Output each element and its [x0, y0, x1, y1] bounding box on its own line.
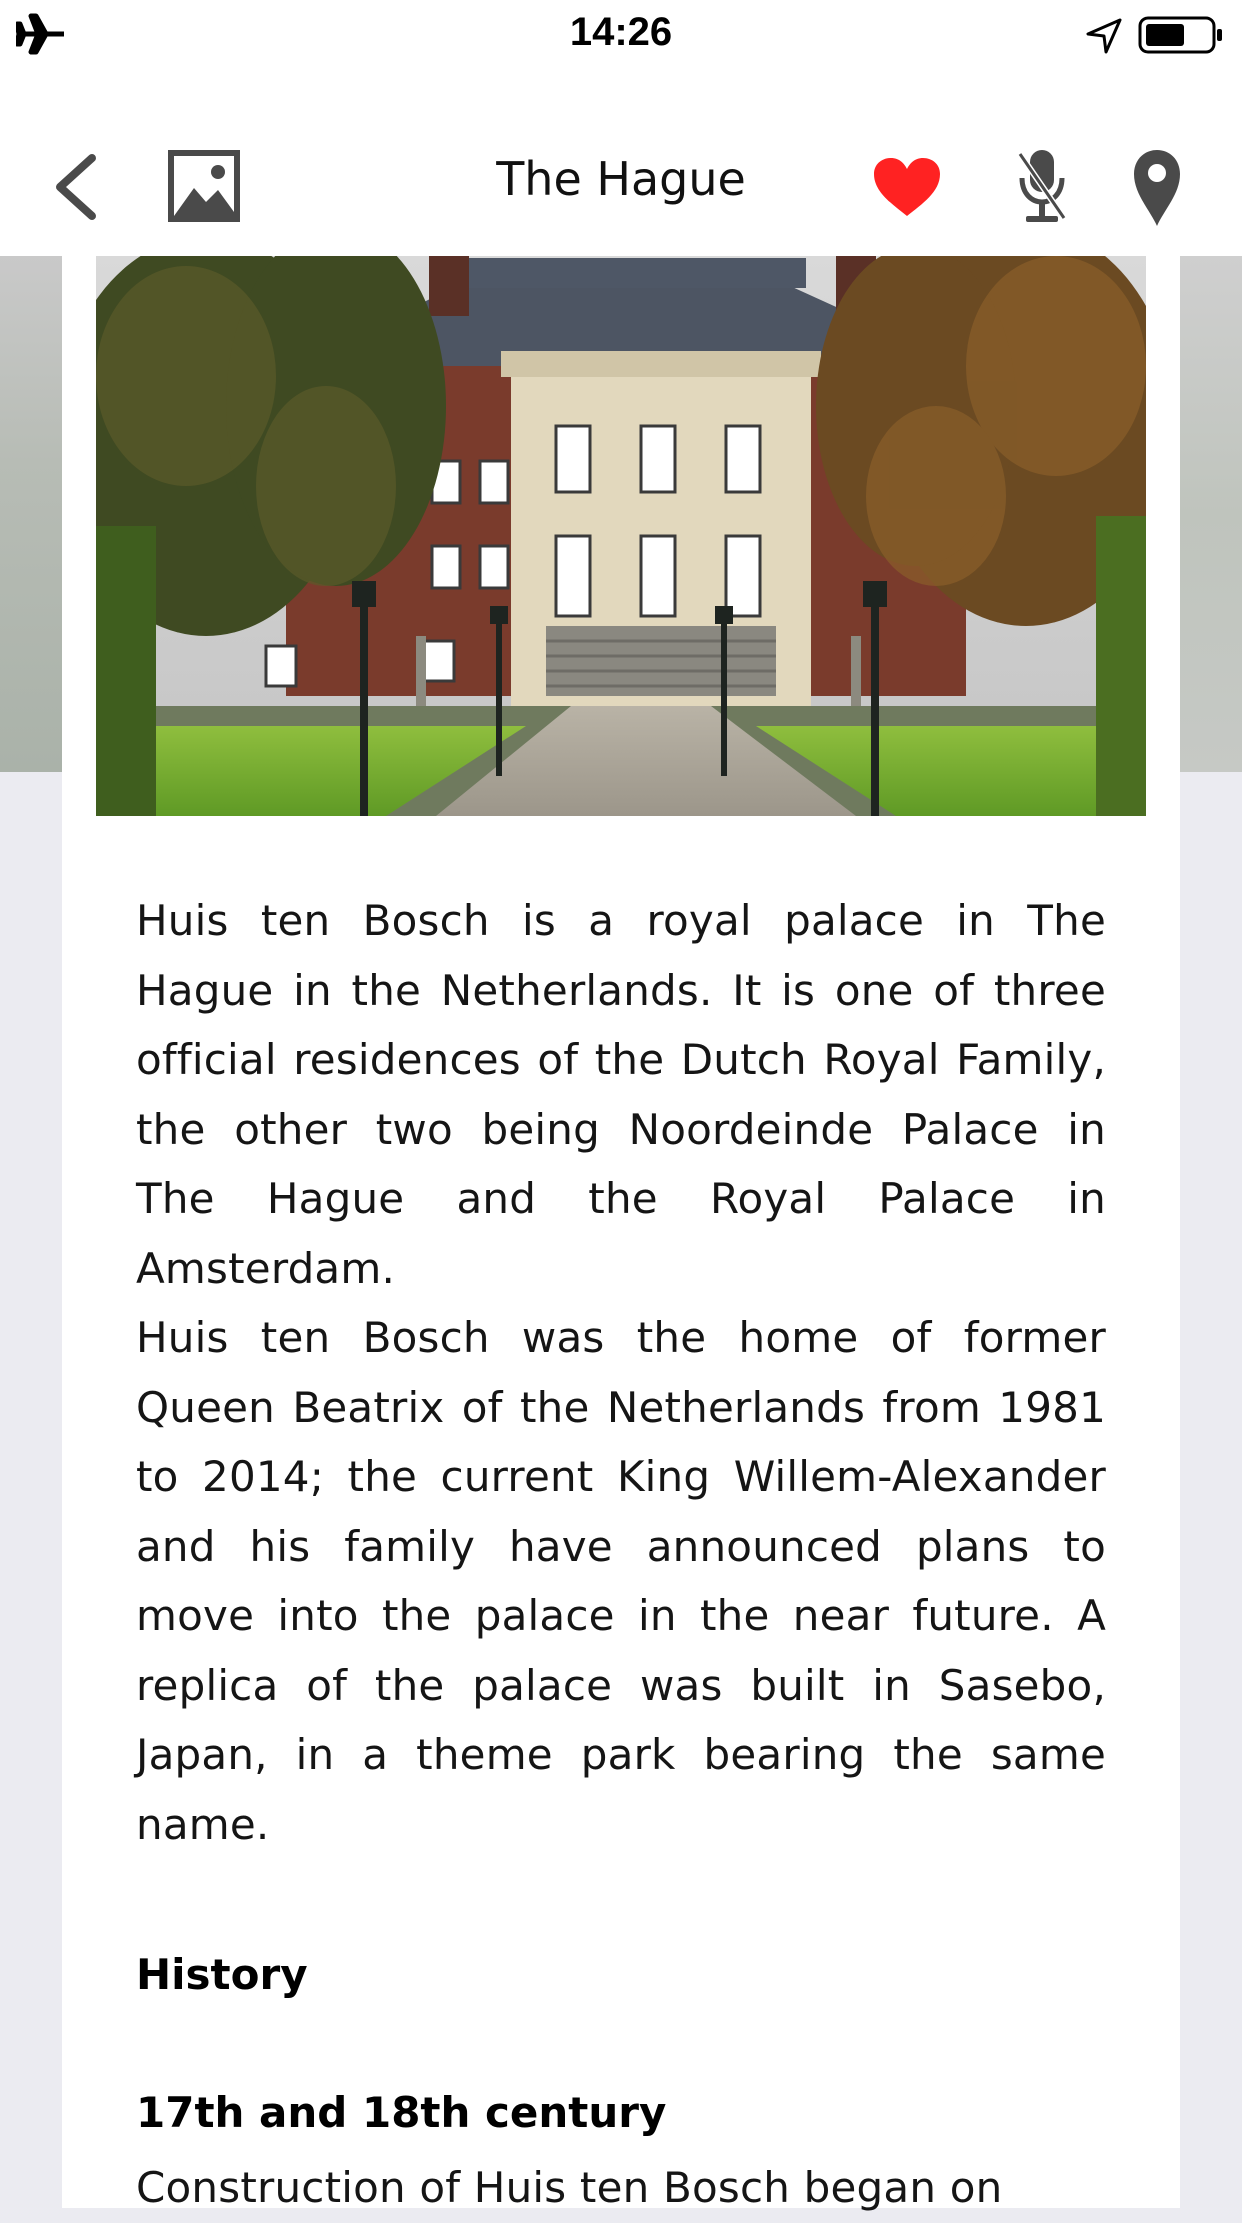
article-paragraph-1: Huis ten Bosch is a royal palace in The Hague in the Netherlands. It is one of three official residences of the Dutch Royal Family, the other two being Noordeinde Palace in The Hague and the Royal Palace in Amsterdam. [136, 896, 1106, 1293]
next-card-image [1180, 256, 1242, 772]
navigation-bar [0, 70, 1242, 257]
status-bar [0, 0, 1242, 70]
article-body [136, 886, 1106, 2223]
subsection-heading-century: 17th and 18th century [136, 2088, 667, 2137]
previous-card-image [0, 256, 62, 772]
article-paragraph-3: Construction of Huis ten Bosch began on [136, 2163, 1003, 2212]
heart-icon[interactable] [872, 156, 942, 218]
status-time: 14:26 [569, 10, 673, 54]
map-pin-icon[interactable] [1132, 148, 1182, 228]
section-heading-history: History [136, 1950, 308, 1999]
hero-photo [96, 256, 1146, 816]
place-card [62, 256, 1180, 2212]
battery-icon [1138, 14, 1224, 56]
microphone-icon[interactable] [1016, 148, 1068, 228]
location-arrow-icon [1084, 16, 1124, 56]
article-paragraph-2: Huis ten Bosch was the home of former Queen Beatrix of the Netherlands from 1981 to 2014; the current King Willem-Alexander and his family have announced plans to move into the palace in the near future. A replica of the palace was built in Sasebo, Japan, in a theme park bearing the same name. [136, 1313, 1106, 1849]
page-title: The Hague [496, 152, 746, 206]
